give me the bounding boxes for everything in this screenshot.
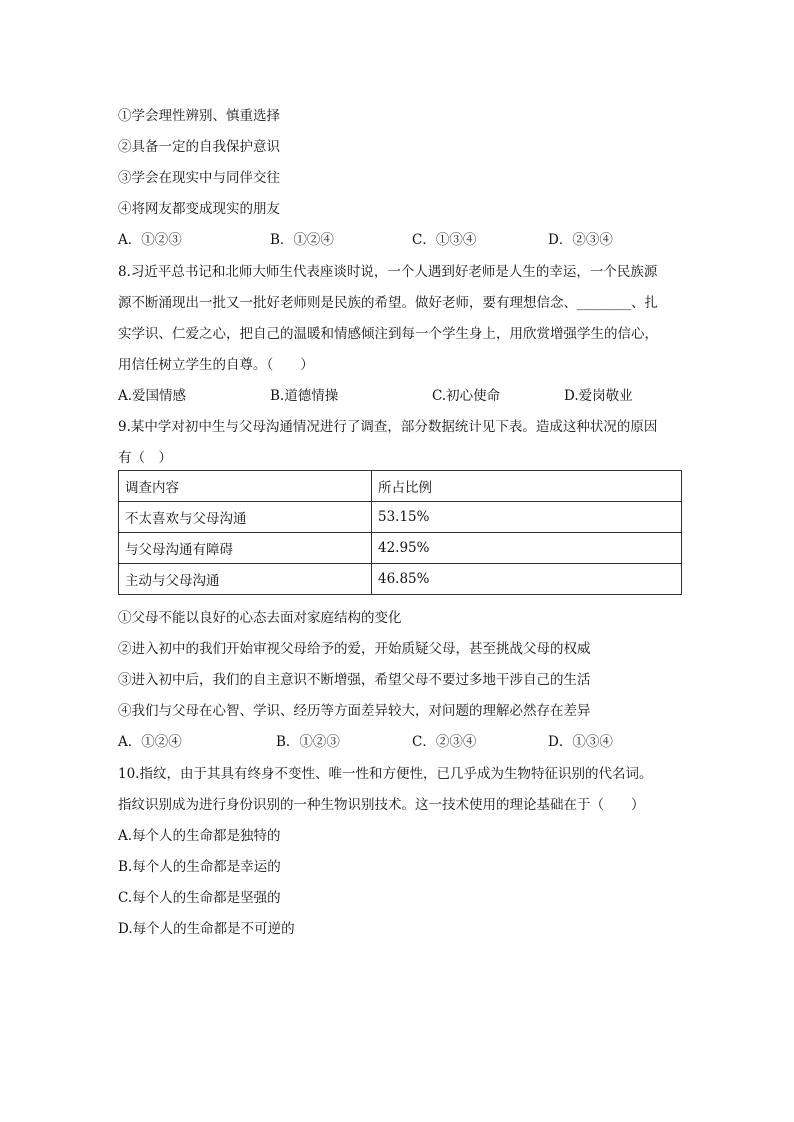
table-row — [119, 502, 682, 533]
q9-stem-line-1: 9.某中学对初中生与父母沟通情况进行了调查，部分数据统计见下表。造成这种状况的原因 — [118, 419, 658, 435]
q9-option-a: A．①②④ — [118, 734, 182, 750]
q7-option-d: D．②③④ — [548, 232, 613, 248]
table-cell-item: 不太喜欢与父母沟通 — [119, 502, 372, 533]
q7-item-1: ①学会理性辨别、慎重选择 — [118, 108, 280, 124]
q10-option-b: B.每个人的生命都是幸运的 — [118, 859, 281, 875]
table-row — [119, 564, 682, 595]
q7-options — [118, 228, 638, 248]
q9-item-1: ①父母不能以良好的心态去面对家庭结构的变化 — [118, 610, 402, 626]
q10-stem-line-2: 指纹识别成为进行身份识别的一种生物识别技术。这一技术使用的理论基础在于（ ） — [118, 797, 645, 813]
q9-stem-line-2: 有（ ） — [118, 450, 172, 466]
q9-item-4: ④我们与父母在心智、学识、经历等方面差异较大，对问题的理解必然存在差异 — [118, 703, 591, 719]
q8-stem-line-2: 源不断涌现出一批又一批好老师则是民族的希望。做好老师，要有理想信念、________、扎 — [118, 295, 658, 311]
table-header-cell: 调查内容 — [119, 471, 372, 502]
survey-table — [118, 470, 682, 595]
table-cell-item: 主动与父母沟通 — [119, 564, 372, 595]
q8-stem-line-1: 8.习近平总书记和北师大师生代表座谈时说，一个人遇到好老师是人生的幸运，一个民族源 — [118, 264, 658, 280]
q10-option-c: C.每个人的生命都是坚强的 — [118, 890, 281, 906]
q10-stem-line-1: 10.指纹，由于其具有终身不变性、唯一性和方便性，已几乎成为生物特征识别的代名词。 — [118, 766, 653, 782]
q9-options — [118, 730, 638, 750]
table-cell-percent: 42.95% — [372, 533, 682, 564]
q7-option-c: C．①③④ — [412, 232, 477, 248]
q7-option-b: B．①②④ — [270, 232, 334, 248]
q9-option-c: C．②③④ — [412, 734, 477, 750]
q8-option-a: A.爱国情感 — [118, 388, 187, 404]
q7-item-4: ④将网友都变成现实的朋友 — [118, 201, 280, 217]
q8-option-d: D.爱岗敬业 — [564, 388, 633, 404]
table-header-cell: 所占比例 — [372, 471, 682, 502]
table-cell-item: 与父母沟通有障碍 — [119, 533, 372, 564]
q9-item-3: ③进入初中后，我们的自主意识不断增强，希望父母不要过多地干涉自己的生活 — [118, 672, 591, 688]
q7-item-2: ②具备一定的自我保护意识 — [118, 139, 280, 155]
q7-option-a: A．①②③ — [118, 232, 182, 248]
table-header-row — [119, 471, 682, 502]
q8-option-b: B.道德情操 — [270, 388, 339, 404]
table-cell-percent: 53.15% — [372, 502, 682, 533]
q8-option-c: C.初心使命 — [432, 388, 501, 404]
q9-option-b: B．①②③ — [276, 734, 340, 750]
q8-stem-line-3: 实学识、仁爱之心，把自己的温暖和情感倾注到每一个学生身上，用欣赏增强学生的信心， — [118, 326, 658, 342]
q8-stem-line-4: 用信任树立学生的自尊。（ ） — [118, 357, 314, 373]
q8-options — [118, 384, 638, 404]
q7-item-3: ③学会在现实中与同伴交往 — [118, 170, 280, 186]
q10-option-d: D.每个人的生命都是不可逆的 — [118, 921, 295, 937]
table-cell-percent: 46.85% — [372, 564, 682, 595]
table-row — [119, 533, 682, 564]
q9-item-2: ②进入初中的我们开始审视父母给予的爱，开始质疑父母，甚至挑战父母的权威 — [118, 641, 591, 657]
q10-option-a: A.每个人的生命都是独特的 — [118, 828, 281, 844]
q9-option-d: D．①③④ — [548, 734, 613, 750]
